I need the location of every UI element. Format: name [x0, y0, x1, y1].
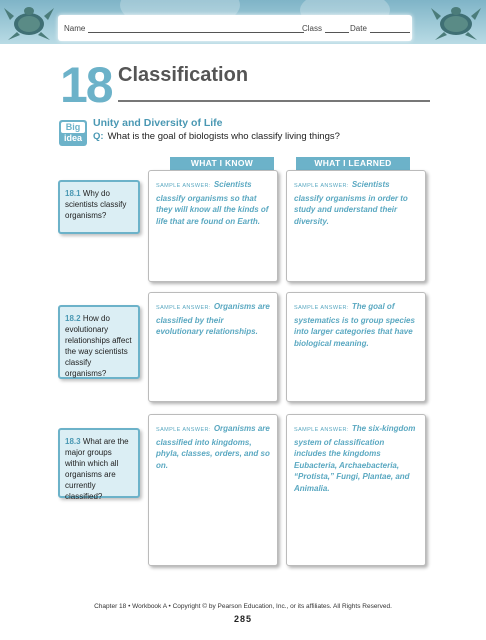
big-idea-badge: [59, 120, 87, 146]
chapter-number: 18: [60, 57, 112, 113]
sample-answer-label: SAMPLE ANSWER:: [156, 183, 211, 189]
answer-text: The goal of systematics is to group species into larger categories that have biological meaning.: [294, 302, 415, 348]
name-field[interactable]: [64, 24, 304, 33]
big-idea-badge-line2: idea: [63, 133, 82, 143]
sample-answer-label: SAMPLE ANSWER:: [156, 427, 211, 433]
sea-turtle-right-icon: [428, 2, 484, 42]
answer-text: Organisms are classified by their evolutionary relationships.: [156, 302, 270, 336]
footer-copyright: Chapter 18 • Workbook A • Copyright © by Pearson Education, Inc., or its affiliates. All Rights Reserved.: [94, 603, 392, 610]
chapter-title: Classification: [118, 64, 249, 86]
question-number: 18.2: [65, 314, 81, 323]
date-field[interactable]: [350, 24, 410, 33]
answer-box-learned-18-3[interactable]: [286, 414, 426, 566]
header-banner: [0, 0, 486, 44]
sample-answer-label: SAMPLE ANSWER:: [294, 183, 349, 189]
answer-box-learned-18-2[interactable]: [286, 292, 426, 402]
answer-text: The six-kingdom system of classification includes the kingdoms Eubacteria, Archaebacteria, “Protista,” Fungi, Plantae, and Animalia.: [294, 424, 416, 493]
sample-answer-label: SAMPLE ANSWER:: [156, 305, 211, 311]
question-box-18-2: [58, 305, 140, 379]
date-line[interactable]: [370, 25, 410, 33]
title-rule: [118, 100, 430, 102]
date-label: Date: [350, 24, 367, 33]
big-idea-badge-line1: Big: [61, 122, 85, 133]
question-box-18-3: [58, 428, 140, 501]
page-number: 285: [233, 614, 253, 624]
column-header-learned: WHAT I LEARNED: [296, 157, 410, 170]
answer-text: Scientists classify organisms so that they will know all the kinds of life that are found on Earth.: [156, 180, 269, 226]
column-header-know: WHAT I KNOW: [170, 157, 274, 170]
answer-text: Organisms are classified into kingdoms, phyla, classes, orders, and so on.: [156, 424, 270, 470]
question-box-18-1: [58, 180, 140, 234]
answer-box-know-18-1[interactable]: [148, 170, 278, 282]
question-number: 18.3: [65, 437, 81, 446]
sample-answer-label: SAMPLE ANSWER:: [294, 305, 349, 311]
class-label: Class: [302, 24, 323, 33]
class-field[interactable]: [302, 24, 349, 33]
big-idea-question: [93, 131, 340, 142]
answer-box-know-18-2[interactable]: [148, 292, 278, 402]
answer-text: Scientists classify organisms in order to study and understand their diversity.: [294, 180, 408, 226]
q-label: Q:: [93, 131, 104, 142]
sea-turtle-left-icon: [2, 2, 56, 42]
answer-box-know-18-3[interactable]: [148, 414, 278, 566]
name-line[interactable]: [88, 25, 304, 33]
sample-answer-label: SAMPLE ANSWER:: [294, 427, 349, 433]
class-line[interactable]: [325, 25, 349, 33]
name-label: Name: [64, 24, 86, 33]
question-number: 18.1: [65, 189, 81, 198]
question-text: How do evolutionary relationships affect the way scientists classify organisms?: [65, 314, 132, 378]
question-text: What are the major groups within which all organisms are currently classified?: [65, 437, 129, 501]
big-idea-heading: Unity and Diversity of Life: [93, 117, 223, 129]
question-text: What is the goal of biologists who classify living things?: [107, 131, 340, 142]
answer-box-learned-18-1[interactable]: [286, 170, 426, 282]
question-text: Why do scientists classify organisms?: [65, 189, 127, 220]
